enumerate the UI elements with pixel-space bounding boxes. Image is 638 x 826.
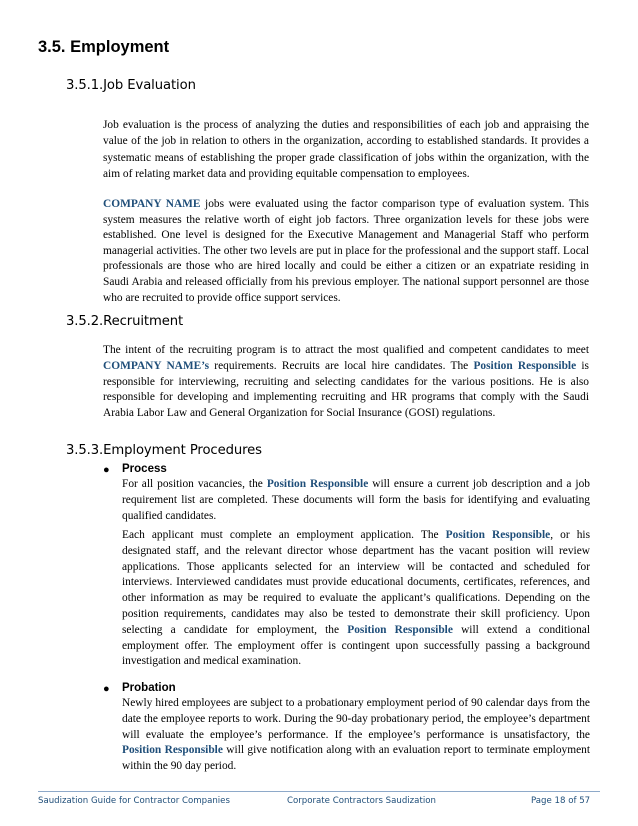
company-name-highlight: COMPANY NAME	[103, 198, 201, 210]
recruitment-paragraph	[103, 343, 589, 422]
probation-text: Newly hired employees are subject to a probationary employment period of 90 calendar days from the date the employee reports to work. During the 90-day probationary period, the employee’s department will evaluate the employee’s performance. If the employee’s performance is unsatisfactory, the	[122, 697, 590, 741]
footer-divider	[38, 791, 600, 792]
position-responsible-highlight: Position Responsible	[347, 623, 453, 636]
position-responsible-highlight: Position Responsible	[122, 744, 223, 757]
section-title: 3.5. Employment	[38, 38, 170, 56]
job-evaluation-text: Job evaluation is the process of analyzing the duties and responsibilities of each job and appraising the value of the job in relation to others in the organization, according to established standards. It provides a systematic means of establishing the proper grade classification of jobs within the organization, with the aim of relating market data and providing equitable compensation to employees.	[103, 119, 589, 180]
process-text: For all position vacancies, the	[122, 478, 267, 490]
job-evaluation-heading: 3.5.1.Job Evaluation	[66, 78, 196, 93]
process-text: , or his designated staff, and the relevant director whose department has the vacant position will review applications. Those applicants selected for an interview will be contacted and scheduled for interviews. Interviewed candidates must provide educational documents, certificates, references, and other information as may be required to evaluate the applicant’s qualifications. Depending on the position requirements, candidates may also be tested to demonstrate their skill proficiency. Upon selecting a candidate for employment, the	[122, 529, 590, 636]
probation-paragraph	[122, 696, 590, 775]
process-paragraph-1	[122, 477, 590, 524]
bullet-icon: ●	[103, 683, 110, 695]
footer-left-text: Saudization Guide for Contractor Companies	[38, 796, 230, 806]
process-paragraph-2	[122, 528, 590, 670]
employment-procedures-heading: 3.5.3.Employment Procedures	[66, 443, 262, 458]
position-responsible-highlight: Position Responsible	[473, 359, 577, 372]
company-name-highlight: COMPANY NAME’s	[103, 359, 210, 372]
process-text: Each applicant must complete an employment application. The	[122, 529, 446, 541]
footer-center-text: Corporate Contractors Saudization	[287, 796, 436, 806]
process-title: Process	[122, 463, 167, 475]
recruitment-heading: 3.5.2.Recruitment	[66, 314, 184, 329]
job-evaluation-text: jobs were evaluated using the factor comparison type of evaluation system. This system measures the relative worth of eight job factors. Three organization levels for these jobs were established. One level is designed for the Executive Management and Managerial Staff who perform managerial activities. The other two levels are put in place for the professional and the support staff. Local professionals are those who are hired locally and could be either a citizen or an expatriate residing in Saudi Arabia and released officially from his previous employer. The national support personnel are those who are recruited to provide office support services.	[103, 198, 589, 304]
recruitment-text: requirements. Recruits are local hire candidates. The	[209, 359, 474, 372]
position-responsible-highlight: Position Responsible	[266, 478, 369, 490]
process-text: will extend a conditional employment offer. The employment offer is contingent upon successfully passing a background investigation and medical examination.	[122, 623, 590, 668]
footer-page-number: Page 18 of 57	[531, 796, 591, 806]
probation-text: will give notification along with an evaluation report to terminate employment within the 90 day period.	[122, 744, 590, 773]
job-evaluation-paragraph-1	[103, 117, 589, 182]
bullet-icon: ●	[103, 464, 110, 476]
recruitment-text: is responsible for interviewing, recruiting and selecting candidates for the various positions. He is also responsible for developing and implementing recruiting and HR programs that comply with the Saudi Arabia Labor Law and General Organization for Social Insurance (GOSI) regulations.	[103, 359, 589, 420]
probation-title: Probation	[122, 682, 176, 694]
position-responsible-highlight: Position Responsible	[445, 529, 551, 541]
process-text: will ensure a current job description and a job requirement list are completed. These documents will form the basis for identifying and evaluating qualified candidates.	[122, 478, 590, 522]
recruitment-text: The intent of the recruiting program is to attract the most qualified and competent candidates to meet	[103, 344, 589, 356]
job-evaluation-paragraph-2	[103, 197, 589, 306]
